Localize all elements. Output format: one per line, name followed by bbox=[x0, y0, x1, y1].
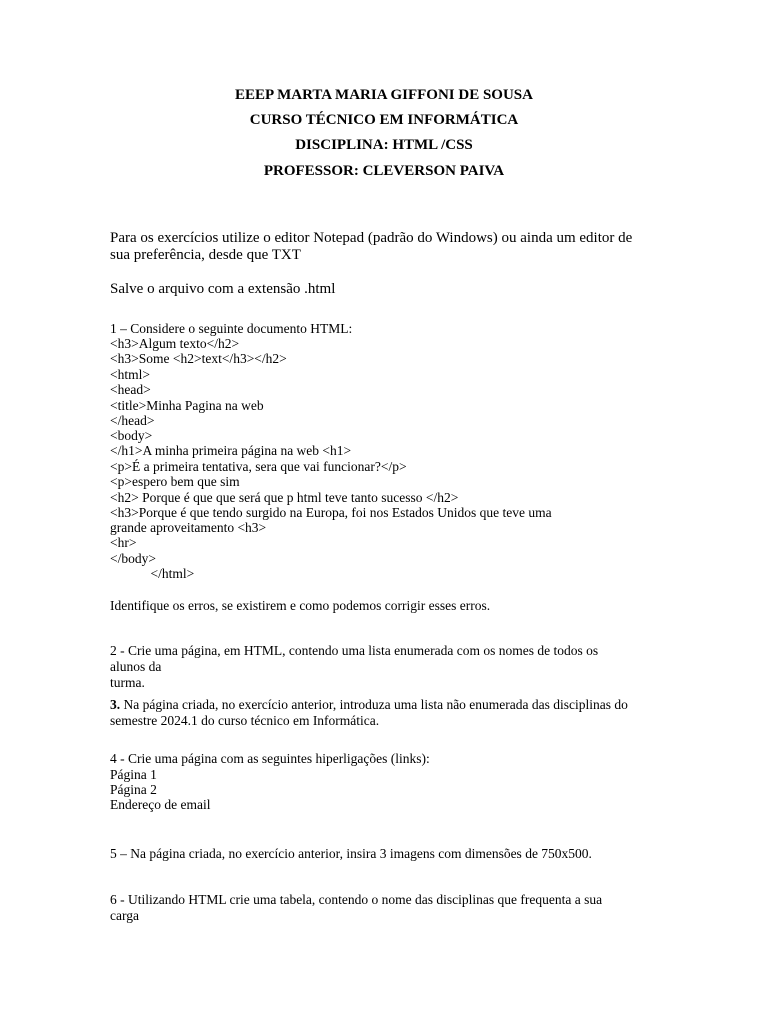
intro-line-2: sua preferência, desde que TXT bbox=[110, 247, 301, 263]
save-instruction: Salve o arquivo com a extensão .html bbox=[110, 281, 336, 297]
q6-line-1: 6 - Utilizando HTML crie uma tabela, contendo o nome das disciplinas que frequenta a sua bbox=[110, 892, 603, 907]
course-name: CURSO TÉCNICO EM INFORMÁTICA bbox=[249, 112, 519, 128]
q3-line-2: semestre 2024.1 do curso técnico em Informática. bbox=[110, 713, 380, 728]
q6-line-2: carga bbox=[110, 908, 139, 923]
q1-code-line: <p>É a primeira tentativa, sera que vai funcionar?</p> bbox=[110, 459, 407, 474]
q1-code-line: <hr> bbox=[110, 535, 137, 550]
q1-code-line: <h2> Porque é que que será que p html teve tanto sucesso </h2> bbox=[110, 490, 459, 505]
q1-question: Identifique os erros, se existirem e como podemos corrigir esses erros. bbox=[110, 598, 491, 613]
professor-name: PROFESSOR: CLEVERSON PAIVA bbox=[263, 163, 505, 179]
q1-code-line: <p>espero bem que sim bbox=[110, 474, 240, 489]
q1-code-line: </html> bbox=[110, 566, 195, 581]
q1-code-line: <html> bbox=[110, 367, 150, 382]
q1-code-line: </head> bbox=[110, 413, 155, 428]
q5-text: 5 – Na página criada, no exercício anterior, insira 3 imagens com dimensões de 750x500. bbox=[110, 846, 592, 861]
q1-code-line: <head> bbox=[110, 382, 151, 397]
q1-code-line: grande aproveitamento <h3> bbox=[110, 520, 267, 535]
q1-code-line: <body> bbox=[110, 428, 153, 443]
q1-code-line: <h3>Porque é que tendo surgido na Europa, foi nos Estados Unidos que teve uma bbox=[110, 505, 552, 520]
q3-number: 3. bbox=[110, 697, 121, 712]
discipline-name: DISCIPLINA: HTML /CSS bbox=[295, 137, 473, 153]
school-name: EEEP MARTA MARIA GIFFONI DE SOUSA bbox=[235, 87, 533, 103]
q1-code-line: <h3>Algum texto</h2> bbox=[110, 336, 240, 351]
q4-link-item: Endereço de email bbox=[110, 797, 211, 812]
q1-code-line: <h3>Some <h2>text</h3></h2> bbox=[110, 351, 287, 366]
q2-line-3: turma. bbox=[110, 675, 145, 690]
q4-title: 4 - Crie uma página com as seguintes hiperligações (links): bbox=[110, 751, 430, 766]
q1-code-line: <title>Minha Pagina na web bbox=[110, 398, 264, 413]
q1-title: 1 – Considere o seguinte documento HTML: bbox=[110, 321, 353, 336]
q4-link-item: Página 2 bbox=[110, 782, 157, 797]
q4-link-item: Página 1 bbox=[110, 767, 157, 782]
q1-code-line: </body> bbox=[110, 551, 156, 566]
q2-line-1: 2 - Crie uma página, em HTML, contendo uma lista enumerada com os nomes de todos os bbox=[110, 643, 599, 658]
intro-line-1: Para os exercícios utilize o editor Notepad (padrão do Windows) ou ainda um editor de bbox=[110, 230, 633, 246]
q2-line-2: alunos da bbox=[110, 659, 162, 674]
q3-text: Na página criada, no exercício anterior, introduza uma lista não enumerada das disciplinas do bbox=[120, 697, 628, 712]
q1-code-line: </h1>A minha primeira página na web <h1> bbox=[110, 443, 352, 458]
q3-line-1 bbox=[110, 697, 628, 713]
